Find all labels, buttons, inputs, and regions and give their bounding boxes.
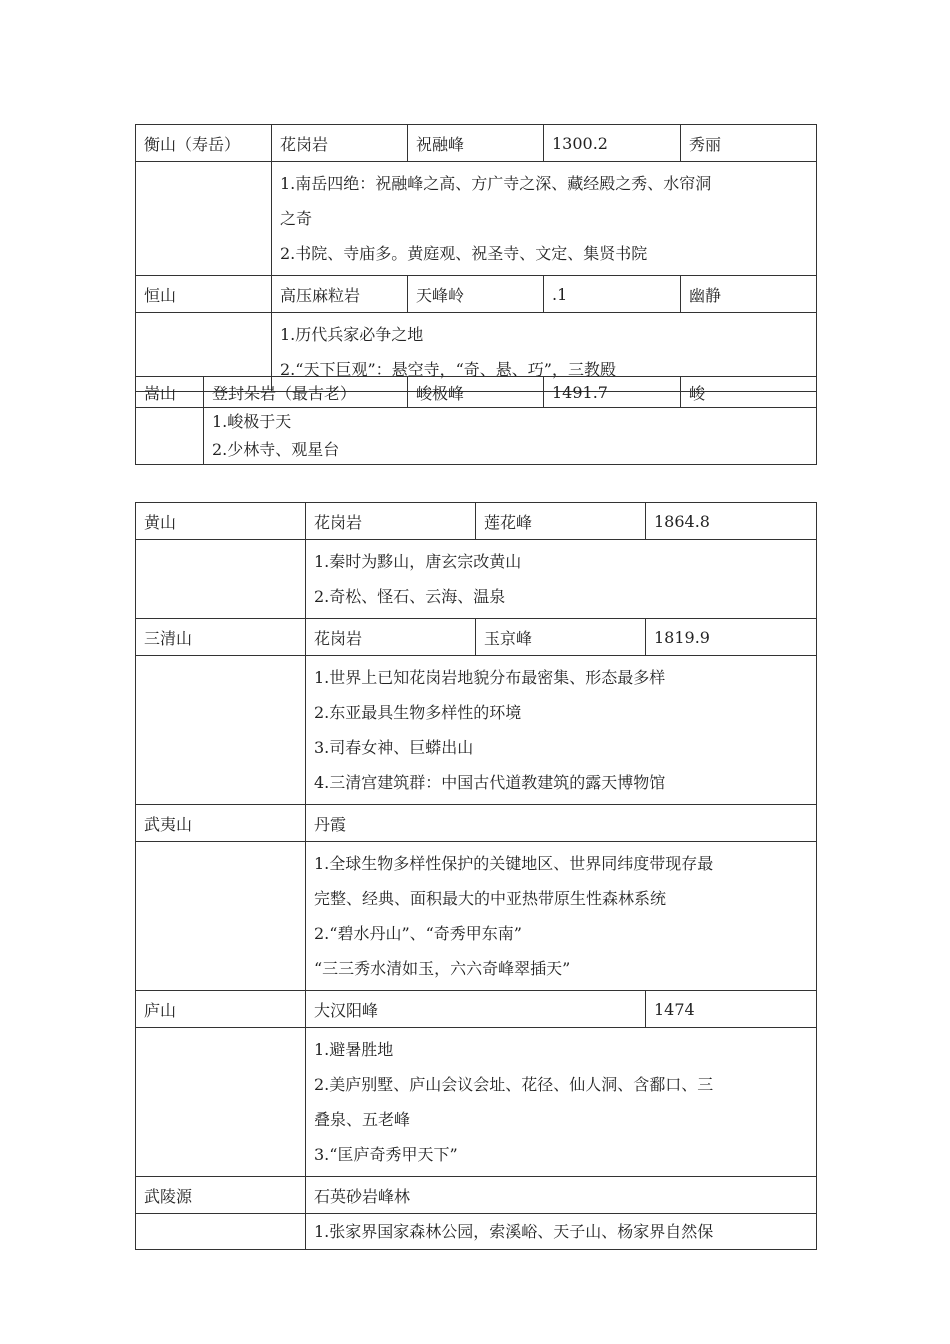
peak-height: 1300.2 — [544, 125, 681, 162]
note-line: 2.“天下巨观”：悬空寺，“奇、悬、巧”，三教殿 — [280, 360, 616, 379]
note-line: 1.全球生物多样性保护的关键地区、世界同纬度带现存最 — [314, 854, 714, 873]
mountain-name: 嵩山 — [136, 377, 204, 408]
main-peak: 峻极峰 — [408, 377, 544, 408]
table-row — [136, 377, 817, 408]
empty-cell — [136, 1214, 306, 1250]
table-row — [136, 619, 817, 656]
main-peak: 天峰岭 — [408, 276, 544, 313]
note-line: 3.“匡庐奇秀甲天下” — [314, 1145, 458, 1164]
empty-cell — [136, 842, 306, 991]
empty-cell — [136, 656, 306, 805]
note-line: 1.避暑胜地 — [314, 1040, 394, 1059]
note-line: 之奇 — [280, 209, 313, 228]
rock-type: 石英砂岩峰林 — [306, 1177, 817, 1214]
main-peak: 祝融峰 — [408, 125, 544, 162]
note-line: 2.少林寺、观星台 — [212, 440, 340, 459]
note-line: 完整、经典、面积最大的中亚热带原生性森林系统 — [314, 889, 667, 908]
table-row — [136, 125, 817, 162]
note-line: 2.美庐别墅、庐山会议会址、花径、仙人洞、含鄱口、三 — [314, 1075, 714, 1094]
table-row — [136, 162, 817, 276]
mountain-name: 黄山 — [136, 503, 306, 540]
table-row — [136, 991, 817, 1028]
table-row — [136, 1214, 817, 1250]
mountain-name: 恒山 — [136, 276, 272, 313]
peak-height: 1819.9 — [646, 619, 817, 656]
note-line: 2.“碧水丹山”、“奇秀甲东南” — [314, 924, 522, 943]
mountain-name: 衡山（寿岳） — [136, 125, 272, 162]
peak-height: 1864.8 — [646, 503, 817, 540]
notes-cell — [306, 1028, 817, 1177]
empty-cell — [136, 162, 272, 276]
note-line: 1.峻极于天 — [212, 412, 292, 431]
feature: 峻 — [681, 377, 817, 408]
note-line: “三三秀水清如玉，六六奇峰翠插天” — [314, 959, 571, 978]
main-peak: 大汉阳峰 — [306, 991, 646, 1028]
mountains-table-3 — [135, 502, 817, 1250]
table-row — [136, 408, 817, 465]
rock-type: 花岗岩 — [306, 503, 476, 540]
mountain-name: 武陵源 — [136, 1177, 306, 1214]
mountain-name: 三清山 — [136, 619, 306, 656]
table-row — [136, 503, 817, 540]
table-row — [136, 656, 817, 805]
note-line: 1.南岳四绝：祝融峰之高、方广寺之深、藏经殿之秀、水帘洞 — [280, 174, 712, 193]
notes-cell — [306, 1214, 817, 1250]
note-line: 1.历代兵家必争之地 — [280, 325, 424, 344]
note-line: 1.秦时为黟山，唐玄宗改黄山 — [314, 552, 522, 571]
peak-height: .1 — [544, 276, 681, 313]
table-row — [136, 1028, 817, 1177]
note-line: 叠泉、五老峰 — [314, 1110, 411, 1129]
note-line: 1.张家界国家森林公园，索溪峪、天子山、杨家界自然保 — [314, 1222, 714, 1241]
empty-cell — [136, 540, 306, 619]
table-row — [136, 842, 817, 991]
notes-cell — [204, 408, 817, 465]
main-peak: 玉京峰 — [476, 619, 646, 656]
table-row — [136, 540, 817, 619]
note-line: 2.奇松、怪石、云海、温泉 — [314, 587, 506, 606]
note-line: 2.书院、寺庙多。黄庭观、祝圣寺、文定、集贤书院 — [280, 244, 648, 263]
table-row — [136, 805, 817, 842]
rock-type: 登封朵岩（最古老） — [204, 377, 408, 408]
feature: 幽静 — [681, 276, 817, 313]
mountains-table-2 — [135, 376, 817, 465]
table-row — [136, 276, 817, 313]
table-row — [136, 1177, 817, 1214]
note-line: 4.三清宫建筑群：中国古代道教建筑的露天博物馆 — [314, 773, 666, 792]
peak-height: 1474 — [646, 991, 817, 1028]
rock-type: 花岗岩 — [306, 619, 476, 656]
mountains-table-1 — [135, 124, 817, 392]
mountain-name: 庐山 — [136, 991, 306, 1028]
main-peak: 莲花峰 — [476, 503, 646, 540]
empty-cell — [136, 1028, 306, 1177]
notes-cell — [272, 162, 817, 276]
note-line: 1.世界上已知花岗岩地貌分布最密集、形态最多样 — [314, 668, 666, 687]
peak-height: 1491.7 — [544, 377, 681, 408]
rock-type: 丹霞 — [306, 805, 817, 842]
rock-type: 花岗岩 — [272, 125, 408, 162]
empty-cell — [136, 408, 204, 465]
notes-cell — [306, 540, 817, 619]
notes-cell — [306, 842, 817, 991]
notes-cell — [306, 656, 817, 805]
feature: 秀丽 — [681, 125, 817, 162]
note-line: 2.东亚最具生物多样性的环境 — [314, 703, 522, 722]
note-line: 3.司春女神、巨蟒出山 — [314, 738, 474, 757]
mountain-name: 武夷山 — [136, 805, 306, 842]
rock-type: 高压麻粒岩 — [272, 276, 408, 313]
